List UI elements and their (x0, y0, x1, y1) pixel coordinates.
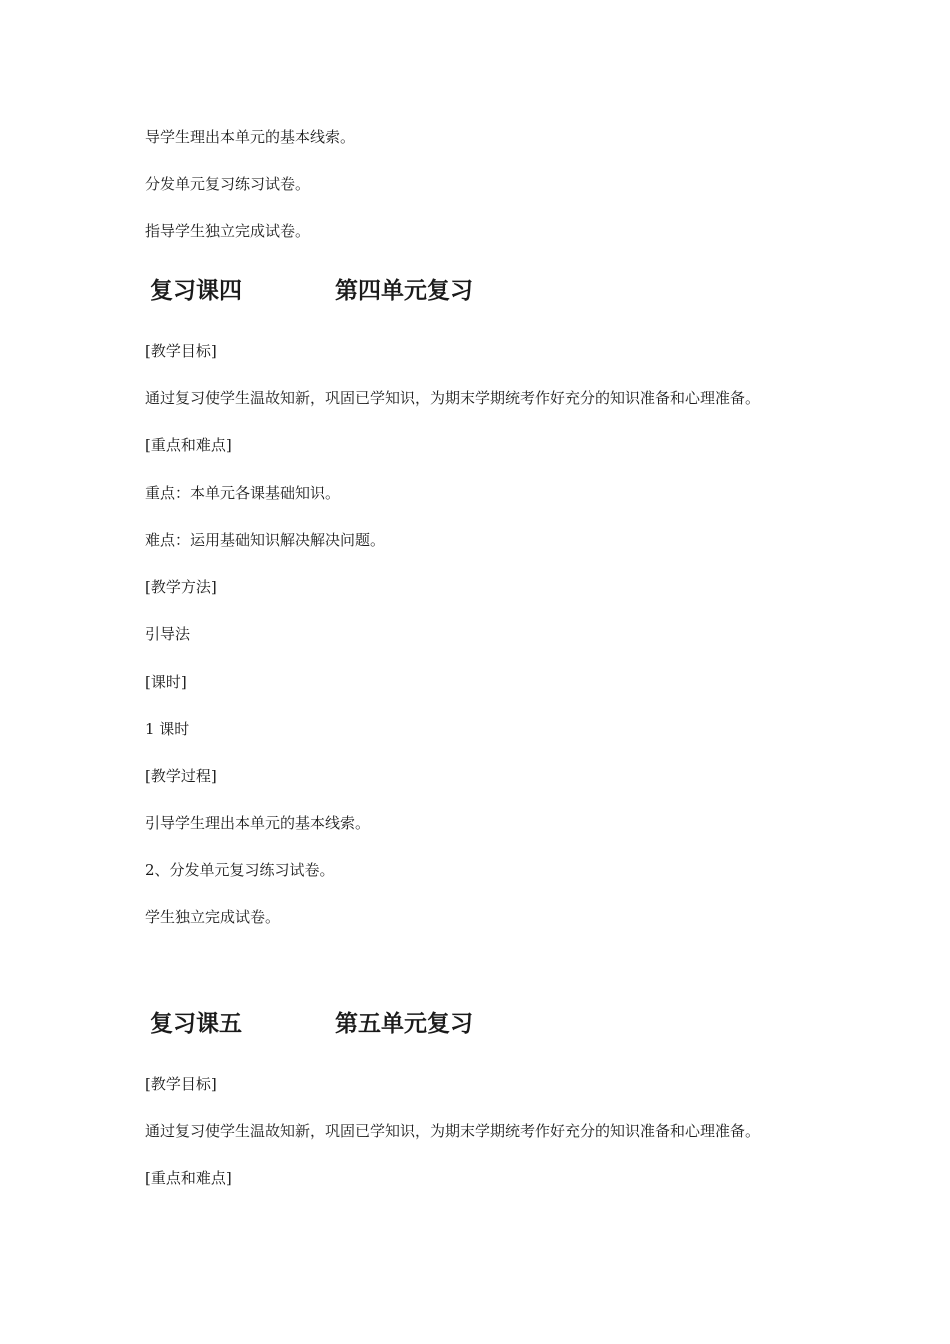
section4-heading (150, 276, 473, 306)
section4-process-label: [教学过程] (145, 767, 217, 785)
section4-process-step-2: 2、分发单元复习练习试卷。 (145, 861, 335, 879)
section4-subtitle: 第四单元复习 (335, 278, 473, 304)
section5-focus-label: [重点和难点] (145, 1169, 232, 1187)
section5-goal-label: [教学目标] (145, 1075, 217, 1093)
section4-goal-label: [教学目标] (145, 342, 217, 360)
section4-goal-text: 通过复习使学生温故知新，巩固已学知识，为期末学期统考作好充分的知识准备和心理准备。 (145, 389, 761, 407)
section4-process-step-3: 学生独立完成试卷。 (145, 908, 281, 926)
top-line-3: 指导学生独立完成试卷。 (145, 222, 311, 240)
section4-process-step-1: 引导学生理出本单元的基本线索。 (145, 814, 371, 832)
top-line-1: 导学生理出本单元的基本线索。 (145, 128, 356, 146)
section5-heading (150, 1009, 473, 1039)
section4-method-label: [教学方法] (145, 578, 217, 596)
section4-hours-text: 1 课时 (145, 720, 190, 738)
section4-title: 复习课四 (150, 278, 242, 304)
section5-goal-text: 通过复习使学生温故知新，巩固已学知识，为期末学期统考作好充分的知识准备和心理准备。 (145, 1122, 761, 1140)
section4-method-text: 引导法 (145, 625, 191, 643)
section4-focus-difficulty: 难点：运用基础知识解决解决问题。 (145, 531, 386, 549)
top-line-2: 分发单元复习练习试卷。 (145, 175, 311, 193)
section5-subtitle: 第五单元复习 (335, 1011, 473, 1037)
section4-focus-key: 重点：本单元各课基础知识。 (145, 484, 341, 502)
section4-hours-label: [课时] (145, 673, 187, 691)
section4-focus-label: [重点和难点] (145, 436, 232, 454)
section5-title: 复习课五 (150, 1011, 242, 1037)
